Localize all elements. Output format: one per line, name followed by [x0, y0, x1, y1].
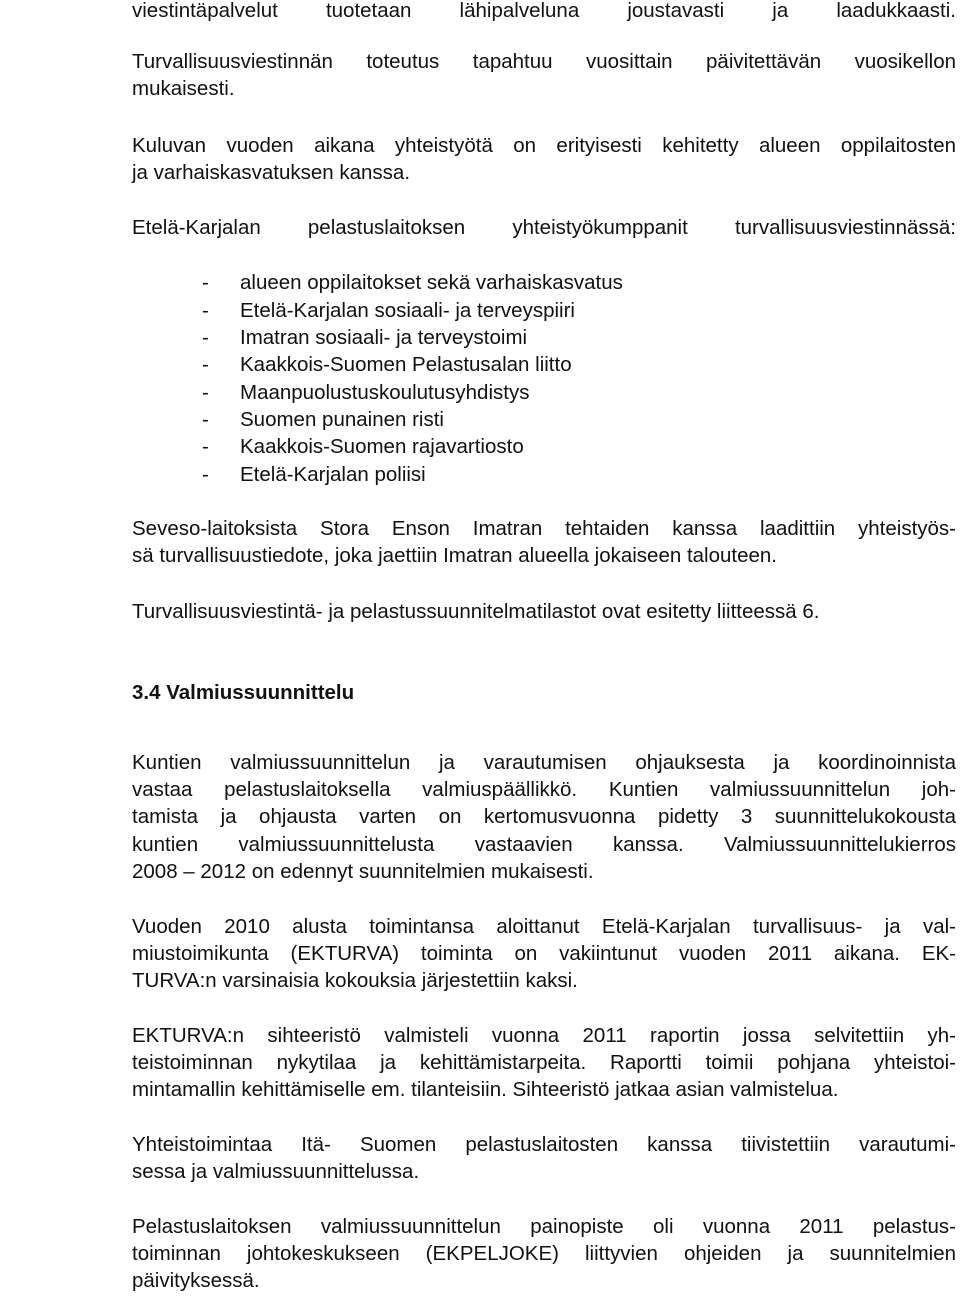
list-item: Kaakkois-Suomen Pelastusalan liitto [240, 353, 572, 376]
paragraph-line: mintamallin kehittämiselle em. tilanteisiin. Sihteeristö jatkaa asian valmistelua. [132, 1078, 839, 1101]
list-item: Etelä-Karjalan sosiaali- ja terveyspiiri [240, 299, 575, 322]
paragraph-line: miustoimikunta (EKTURVA) toiminta on vakiintunut vuoden 2011 aikana. EK- [132, 942, 956, 965]
bullet-marker: - [202, 463, 209, 486]
paragraph-line: toiminnan johtokeskukseen (EKPELJOKE) liittyvien ohjeiden ja suunnitelmien [132, 1242, 956, 1265]
bullet-marker: - [202, 408, 209, 431]
list-item: Kaakkois-Suomen rajavartiosto [240, 435, 524, 458]
paragraph-line: päivityksessä. [132, 1269, 260, 1292]
paragraph-line: Turvallisuusviestinnän toteutus tapahtuu vuosittain päivitettävän vuosikellon [132, 50, 956, 73]
bullet-marker: - [202, 299, 209, 322]
paragraph-line: EKTURVA:n sihteeristö valmisteli vuonna 2011 raportin jossa selvitettiin yh- [132, 1024, 956, 1047]
paragraph-line: Seveso-laitoksista Stora Enson Imatran tehtaiden kanssa laadittiin yhteistyös- [132, 517, 956, 540]
bullet-marker: - [202, 435, 209, 458]
paragraph-line: mukaisesti. [132, 77, 235, 100]
bullet-marker: - [202, 353, 209, 376]
list-item: Suomen punainen risti [240, 408, 444, 431]
paragraph-line: Vuoden 2010 alusta toimintansa aloittanut Etelä-Karjalan turvallisuus- ja val- [132, 915, 956, 938]
bullet-marker: - [202, 381, 209, 404]
paragraph-line: sessa ja valmiussuunnittelussa. [132, 1160, 420, 1183]
list-intro: Etelä-Karjalan pelastuslaitoksen yhteistyökumppanit turvallisuusviestinnässä: [132, 216, 956, 239]
paragraph-line: Kuluvan vuoden aikana yhteistyötä on erityisesti kehitetty alueen oppilaitosten [132, 134, 956, 157]
list-item: Maanpuolustuskoulutusyhdistys [240, 381, 530, 404]
paragraph-line: vastaa pelastuslaitoksella valmiuspäällikkö. Kuntien valmiussuunnittelun joh- [132, 778, 956, 801]
paragraph-line: 2008 – 2012 on edennyt suunnitelmien mukaisesti. [132, 860, 594, 883]
list-item: Imatran sosiaali- ja terveystoimi [240, 326, 528, 349]
paragraph-line: teistoiminnan nykytilaa ja kehittämistarpeita. Raportti toimii pohjana yhteistoi- [132, 1051, 956, 1074]
paragraph-line: ja varhaiskasvatuksen kanssa. [132, 161, 411, 184]
bullet-marker: - [202, 326, 209, 349]
list-item: Etelä-Karjalan poliisi [240, 463, 426, 486]
paragraph-line: viestintäpalvelut tuotetaan lähipalveluna joustavasti ja laadukkaasti. [132, 0, 956, 22]
paragraph-line: TURVA:n varsinaisia kokouksia järjestettiin kaksi. [132, 969, 578, 992]
paragraph-line: Turvallisuusviestintä- ja pelastussuunnitelmatilastot ovat esitetty liitteessä 6. [132, 600, 820, 623]
list-item: alueen oppilaitokset sekä varhaiskasvatus [240, 271, 623, 294]
paragraph-line: sä turvallisuustiedote, joka jaettiin Imatran alueella jokaiseen talouteen. [132, 544, 777, 567]
paragraph-line: Kuntien valmiussuunnittelun ja varautumisen ohjauksesta ja koordinoinnista [132, 751, 956, 774]
paragraph-line: Pelastuslaitoksen valmiussuunnittelun painopiste oli vuonna 2011 pelastus- [132, 1215, 956, 1238]
paragraph-line: tamista ja ohjausta varten on kertomusvuonna pidetty 3 suunnittelukokousta [132, 805, 956, 828]
paragraph-line: kuntien valmiussuunnittelusta vastaavien kanssa. Valmiussuunnittelukierros [132, 833, 956, 856]
paragraph-line: Yhteistoimintaa Itä- Suomen pelastuslaitosten kanssa tiivistettiin varautumi- [132, 1133, 956, 1156]
bullet-marker: - [202, 271, 209, 294]
section-heading: 3.4 Valmiussuunnittelu [132, 681, 355, 704]
